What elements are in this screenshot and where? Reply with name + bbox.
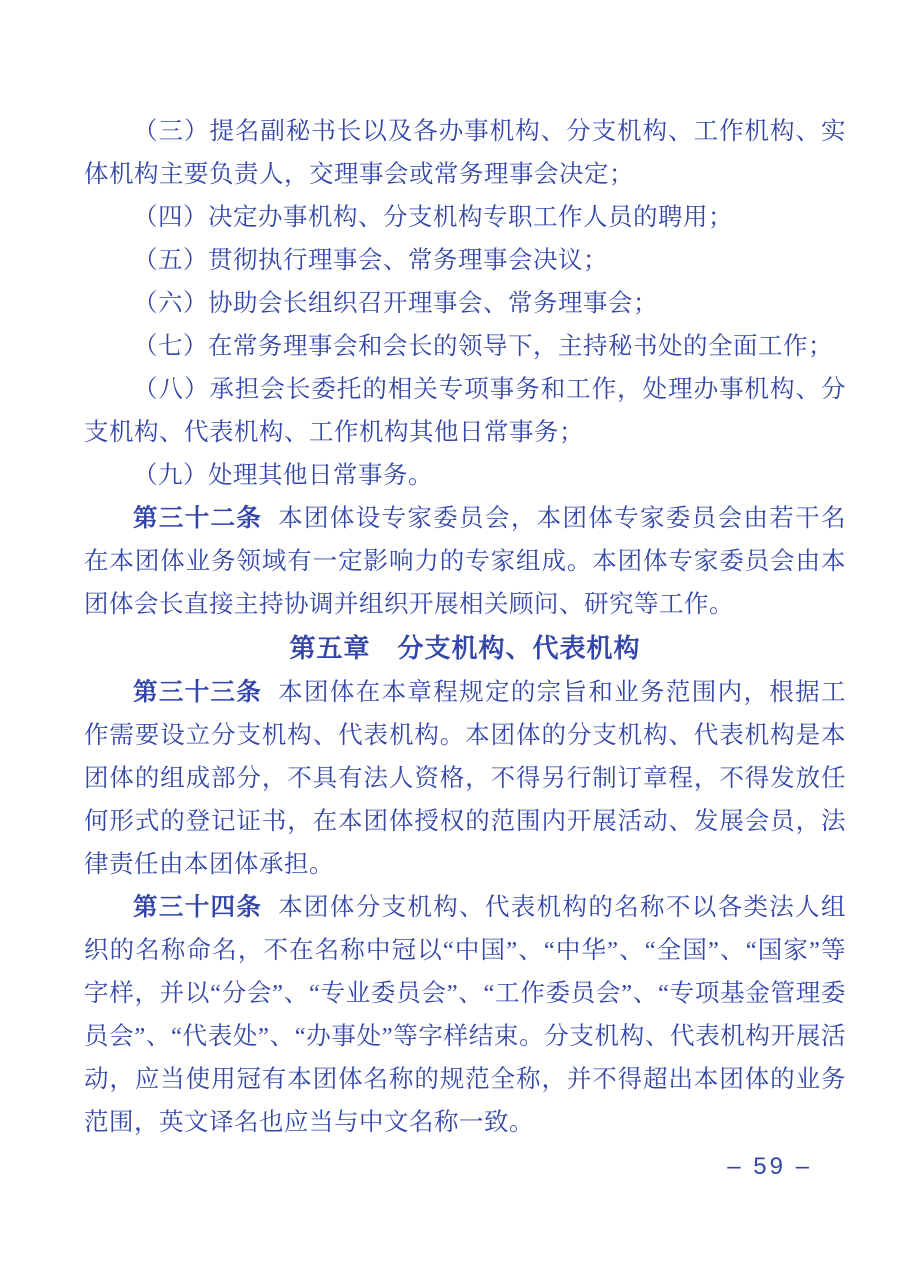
article-33-text: 本团体在本章程规定的宗旨和业务范围内，根据工作需要设立分支机构、代表机构。本团体的分支机构、代表机构是本团体的组成部分，不具有法人资格，不得另行制订章程，不得发放任何形式的登记证书，在本团体授权的范围内开展活动、发展会员，法律责任由本团体承担。 [84,679,847,878]
article-32-number: 第三十二条 [133,505,263,532]
clause-5-paragraph: （五）贯彻执行理事会、常务理事会决议； [133,247,608,274]
clause-9-paragraph: （九）处理其他日常事务。 [133,462,433,489]
article-32-paragraph [84,497,846,626]
article-32-text: 本团体设专家委员会，本团体专家委员会由若干名在本团体业务领域有一定影响力的专家组成。本团体专家委员会由本团体会长直接主持协调并组织开展相关顾问、研究等工作。 [84,505,847,618]
article-34-paragraph [84,886,846,1144]
article-33-paragraph [84,671,846,886]
page-number: – 59 – [727,1153,812,1180]
clause-3-paragraph: （三）提名副秘书长以及各办事机构、分支机构、工作机构、实体机构主要负责人，交理事会或常务理事会决定； [84,118,846,188]
clause-6-paragraph: （六）协助会长组织召开理事会、常务理事会； [133,290,658,317]
clause-4-paragraph: （四）决定办事机构、分支机构专职工作人员的聘用； [133,204,733,231]
chapter-5-heading: 第五章 分支机构、代表机构 [289,633,641,663]
clause-8-paragraph: （八）承担会长委托的相关专项事务和工作，处理办事机构、分支机构、代表机构、工作机构其他日常事务； [84,376,846,446]
document-body [84,110,846,1144]
article-33-number: 第三十三条 [133,679,263,706]
article-34-text: 本团体分支机构、代表机构的名称不以各类法人组织的名称命名，不在名称中冠以“中国”、“中华”、“全国”、“国家”等字样，并以“分会”、“专业委员会”、“工作委员会”、“专项基金管理委员会”、“代表处”、“办事处”等字样结束。分支机构、代表机构开展活动，应当使用冠有本团体名称的规范全称，并不得超出本团体的业务范围，英文译名也应当与中文名称一致。 [84,894,847,1136]
article-34-number: 第三十四条 [133,894,263,921]
clause-7-paragraph: （七）在常务理事会和会长的领导下，主持秘书处的全面工作； [133,333,833,360]
